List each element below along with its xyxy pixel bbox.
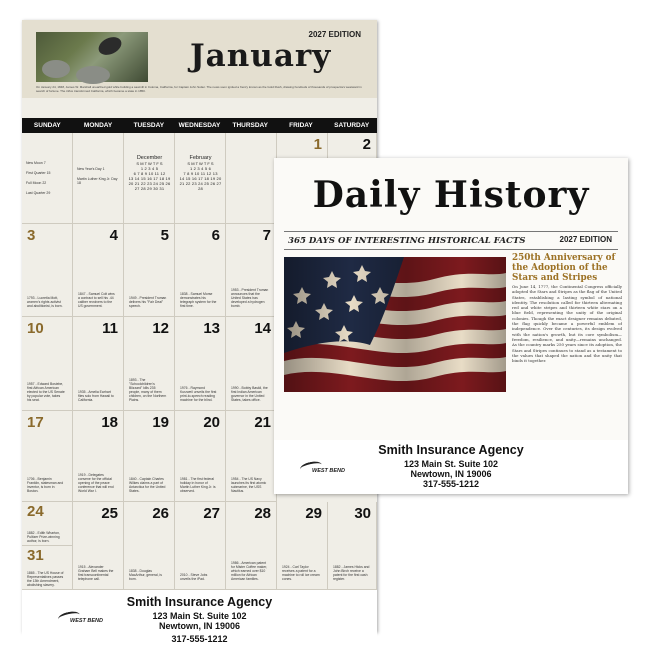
holiday-label: Martin Luther King Jr. Day 18 [77, 177, 118, 185]
mini-month-name: December [136, 155, 163, 161]
mini-row: 1 2 3 4 5 6 [189, 166, 212, 171]
day-number: 13 [203, 320, 220, 337]
mini-row: 13 14 15 16 17 18 19 [128, 176, 171, 181]
day-cell [22, 502, 73, 546]
day-fact: 1954 - The US Navy launches its first atomic submarine, the USS Nautilus. [231, 477, 267, 493]
day-number: 1 [313, 136, 322, 153]
mini-weekdays: S M T W T F S [187, 161, 214, 166]
day-cell [328, 502, 377, 590]
day-number: 7 [262, 227, 271, 244]
agency-address-line1: 123 Main St. Suite 102 [152, 611, 247, 621]
weekday-header [22, 118, 377, 133]
day-cell [277, 502, 328, 590]
day-fact: 1882 - James Hicks and John Birch receive a patent for the first cash register. [333, 565, 370, 581]
imprint-area [22, 590, 377, 632]
weekday-label: TUESDAY [133, 122, 165, 129]
day-cell [124, 317, 175, 411]
prev-month-mini-calendar [124, 133, 175, 224]
day-fact: 1882 - Edith Wharton, Pulitzer Prize-winning author, is born. [27, 531, 60, 543]
mini-row: 14 15 16 17 18 19 20 [179, 176, 222, 181]
day-number: 3 [27, 227, 36, 244]
day-fact: 1986 - American patent for Mister Coffee maker, which earned over $10 million for African American families. [231, 561, 268, 581]
day-number: 6 [211, 227, 220, 244]
agency-address-line2: Newtown, IN 19006 [158, 621, 241, 631]
day-number: 4 [109, 227, 118, 244]
day-fact: 1865 - The US House of Representatives passes the 13th Amendment, abolishing slavery. [27, 571, 64, 587]
holiday-label: New Year's Day 1 [77, 167, 105, 171]
day-cell [175, 317, 226, 411]
day-fact: 1915 - Alexander Graham Bell makes the first transcontinental telephone call. [78, 565, 114, 581]
weekday-label: FRIDAY [289, 122, 313, 129]
imprint-area [274, 440, 628, 494]
mini-row: 21 22 23 24 25 26 27 [179, 181, 222, 186]
mini-row: 6 7 8 9 10 11 12 [133, 171, 166, 176]
day-fact: 1919 - Delegates convene for the official opening of the peace conference that will end World War I. [78, 473, 114, 493]
agency-name: Smith Insurance Agency [126, 595, 273, 609]
day-fact: 1838 - Samuel Morse demonstrates his telegraph system for the first time. [180, 292, 217, 308]
day-cell [175, 224, 226, 317]
day-number: 10 [27, 320, 44, 337]
rock-shape [42, 60, 70, 78]
day-cell [175, 411, 226, 502]
weekday-label: WEDNESDAY [178, 122, 221, 129]
day-fact: 1924 - Carl Taylor receives a patent for a machine to roll ice cream cones. [282, 565, 320, 581]
day-cell [73, 317, 124, 411]
weekday-label: SUNDAY [33, 122, 61, 129]
feature-body: On June 14, 1777, the Continental Congress officially adopted the Stars and Stripes as the flag of the United States, establishing a lasting symbol of national identity. The resolution called for thirteen alternating red and white stripes and thirteen white stars on a blue field, representing the unity of the original colonies. Though the exact designer remains debated, the flag quickly became a powerful emblem of independence. Over the centuries, its design evolved with the nation's growth, but its core symbolism—freedom, resilience, and unity—remains unchanged. As the country marks 250 years since its adoption, the Stars and Stripes continues to stand as a testament to the values that shaped the nation and the unity that binds it together. [512, 284, 622, 364]
day-number: 21 [254, 414, 271, 431]
day-number: 28 [254, 505, 271, 522]
flag-illustration [284, 257, 506, 392]
day-number: 20 [203, 414, 220, 431]
day-number: 24 [27, 503, 44, 520]
agency-address-line2: Newtown, IN 19006 [410, 469, 492, 479]
day-fact: 1953 - President Truman announces that the United States has developed a hydrogen bomb. [231, 288, 269, 308]
mini-row: 7 8 9 10 11 12 13 [183, 171, 218, 176]
day-fact: 1847 - Samuel Colt wins a contract to sell his .44 caliber revolvers to the US government. [78, 292, 115, 308]
cover-edition: 2027 EDITION [559, 235, 612, 244]
weekday-label: MONDAY [83, 122, 113, 129]
cover-subtitle: 365 DAYS OF INTERESTING HISTORICAL FACTS [288, 236, 526, 246]
empty-day-cell [226, 133, 277, 224]
day-number: 27 [203, 505, 220, 522]
day-cell [73, 502, 124, 590]
moon-phase-label: New Moon 7 [26, 161, 46, 165]
day-cell [22, 411, 73, 502]
day-cell [73, 224, 124, 317]
mini-row: 1 2 3 4 5 [140, 166, 159, 171]
day-fact: 1990 - Bobby Baskil, the first Indian American governor in the United States, takes office. [231, 386, 268, 402]
day-fact: 1840 - Captain Charles Wilkes claims a part of Antarctica for the United States. [129, 477, 166, 493]
day-cell [124, 502, 175, 590]
american-flag-image [284, 257, 506, 392]
day-number: 5 [160, 227, 169, 244]
cover-title: Daily History [312, 174, 590, 216]
day-number: 26 [152, 505, 169, 522]
day-number: 29 [305, 505, 322, 522]
west-bend-logo: WEST BEND [312, 468, 345, 474]
day-fact: 1957 - Edward Bosiebe, first African American elected to the US Senate by popular vote, takes his seat. [27, 382, 65, 402]
month-title: January [190, 38, 332, 74]
day-number: 2 [362, 136, 371, 153]
mini-month-name: February [189, 155, 212, 161]
moon-phase-label: Full Moon 22 [26, 181, 47, 185]
day-number: 31 [27, 547, 44, 564]
day-fact: 1949 - President Truman delivers his "Fair Deal" speech. [129, 296, 167, 308]
day-number: 25 [101, 505, 118, 522]
day-number: 19 [152, 414, 169, 431]
day-number: 11 [102, 320, 118, 337]
month-header [22, 20, 377, 98]
day-fact: 1838 - Douglas MacArthur, general, is born. [129, 569, 162, 581]
day-fact: 1976 - Raymond Kurzweil unveils the first print-to-speech reading machine for the blind. [180, 386, 217, 402]
day-fact: 1893 - The "Schoolchildren's Blizzard" kills 235 people, many of them children, on the Northern Plains. [129, 378, 167, 402]
moon-phase-label: Last Quarter 29 [26, 191, 51, 195]
divider [284, 231, 618, 232]
west-bend-logo: WEST BEND [70, 618, 103, 624]
edition-label: 2027 EDITION [308, 30, 361, 39]
moon-phase-cell [22, 133, 73, 224]
month-blurb: On January 24, 1848, James W. Marshall unearthed gold while building a sawmill in Coloma, California, for Captain John Sutter. The news soon ignited a frenzy known as the Gold Rush, drawing hundreds of thousands of prospectors westward in search of fortune. The influx transformed California, which became a state in 1850. [36, 86, 362, 93]
daily-history-cover [274, 158, 628, 494]
next-month-mini-calendar [175, 133, 226, 224]
mini-row: 27 28 29 30 31 [134, 186, 165, 191]
day-cell [124, 224, 175, 317]
agency-address-line1: 123 Main St. Suite 102 [403, 459, 499, 469]
day-number: 18 [101, 414, 118, 431]
day-cell [226, 502, 277, 590]
day-number: 12 [152, 320, 169, 337]
day-number: 30 [354, 505, 371, 522]
gold-pan-shape [96, 34, 125, 59]
mini-row: 28 [198, 186, 203, 191]
holiday-cell [73, 133, 124, 224]
moon-phase-label: First Quarter 15 [26, 171, 51, 175]
day-cell [226, 317, 277, 411]
mini-weekdays: S M T W T F S [136, 161, 163, 166]
agency-name: Smith Insurance Agency [378, 443, 524, 457]
day-fact: 1706 - Benjamin Franklin, statesman and inventor, is born in Boston. [27, 477, 64, 493]
day-number: 14 [254, 320, 271, 337]
weekday-label: THURSDAY [232, 122, 268, 129]
day-fact: 2010 - Steve Jobs unveils the iPad. [180, 573, 208, 581]
day-fact: 1981 - The first federal holiday in honor of Martin Luther King Jr. is observed. [180, 477, 216, 493]
day-cell [226, 411, 277, 502]
day-fact: 1935 - Amelia Earhart flies solo from Hawaii to California. [78, 390, 114, 402]
day-cell [22, 317, 73, 411]
mini-calendar [177, 155, 224, 191]
day-number: 17 [27, 414, 44, 431]
gold-panning-photo [36, 32, 148, 82]
day-cell [73, 411, 124, 502]
day-cell [124, 411, 175, 502]
day-cell [175, 502, 226, 590]
day-cell [22, 224, 73, 317]
agency-phone: 317-555-1212 [22, 632, 377, 646]
mini-calendar [126, 155, 173, 191]
weekday-label: SATURDAY [334, 122, 370, 129]
divider [284, 249, 618, 250]
day-cell [226, 224, 277, 317]
agency-phone: 317-555-1212 [422, 479, 480, 489]
day-cell [22, 546, 73, 590]
feature-title: 250th Anniversary of the Adoption of the Stars and Stripes [512, 253, 616, 283]
rock-shape [76, 66, 110, 84]
day-fact: 1793 - Lucretia Mott, women's rights activist and abolitionist, is born. [27, 296, 63, 308]
mini-row: 20 21 22 23 24 25 26 [128, 181, 171, 186]
